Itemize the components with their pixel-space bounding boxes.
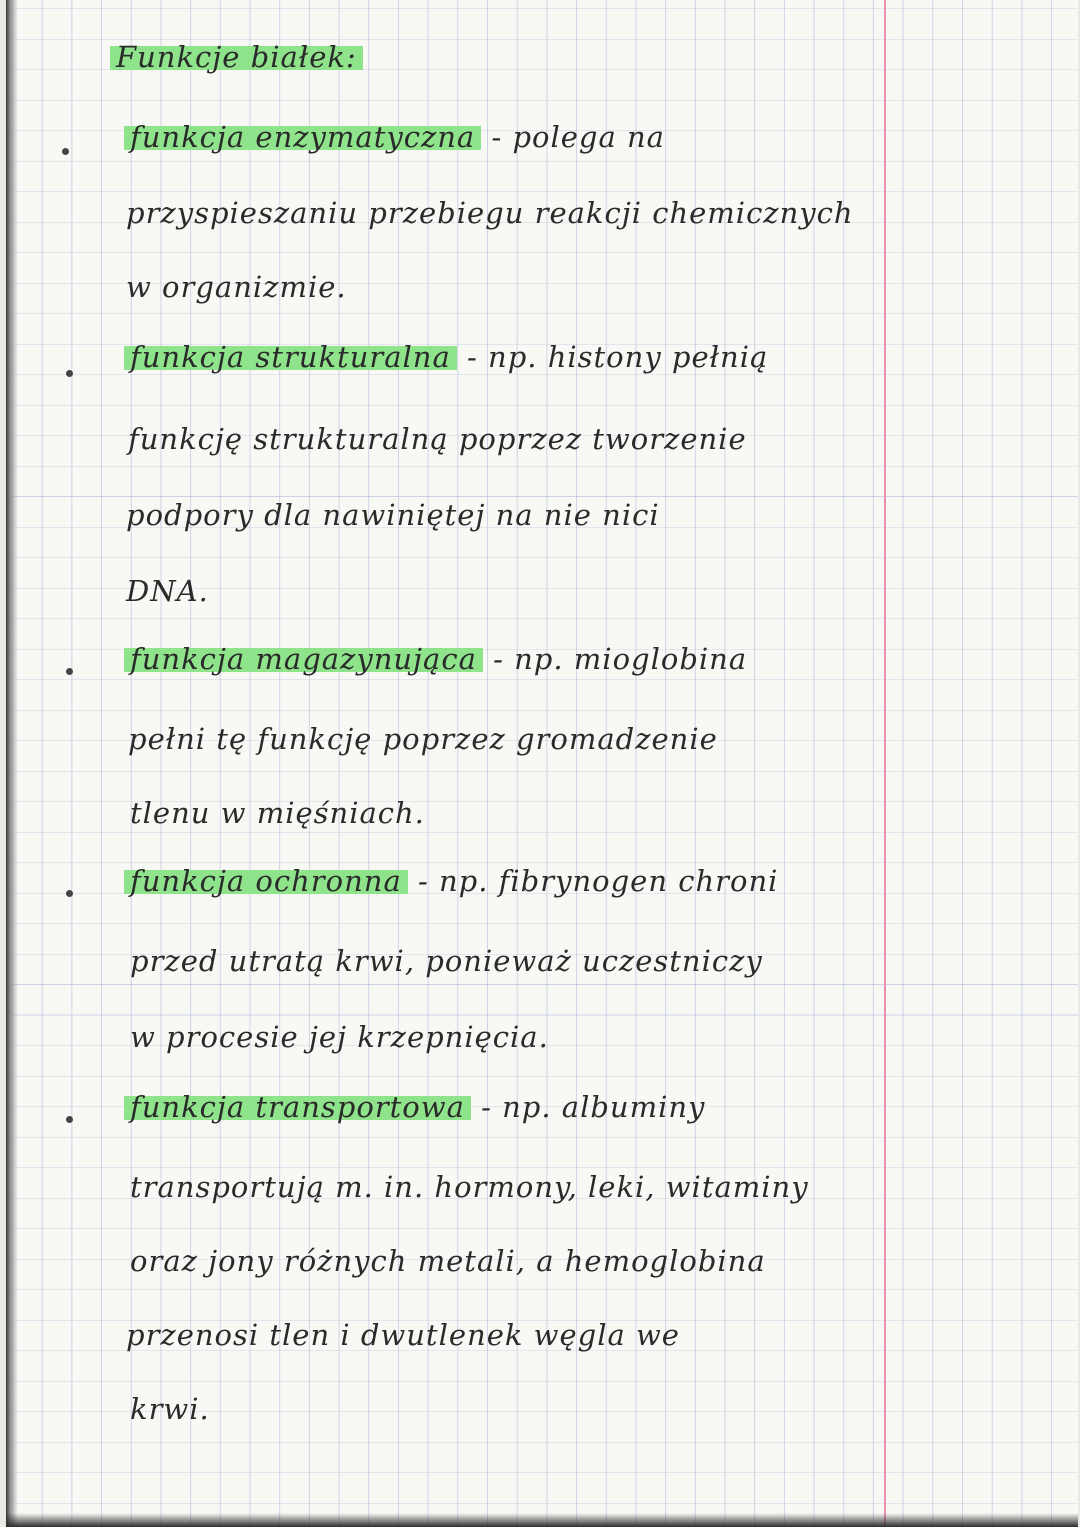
item-5-line-2: transportują m. in. hormony, leki, witaminy: [130, 1170, 809, 1204]
bullet-icon: [66, 370, 73, 377]
item-1-line-3: w organizmie.: [126, 270, 347, 304]
item-2-first-line: [124, 340, 768, 374]
item-1-term: funkcja enzymatyczna: [124, 120, 481, 154]
margin-line: [884, 0, 886, 1527]
bullet-icon: [66, 1116, 73, 1123]
item-2-term: funkcja strukturalna: [124, 340, 457, 374]
bullet-icon: [62, 148, 69, 155]
bullet-icon: [66, 890, 73, 897]
item-3-line-1: - np. mioglobina: [493, 642, 748, 676]
item-4-line-1: - np. fibrynogen chroni: [417, 864, 779, 898]
item-3-line-3: tlenu w mięśniach.: [130, 796, 425, 830]
item-3-first-line: [124, 642, 747, 676]
item-1-line-2: przyspieszaniu przebiegu reakcji chemicznych: [126, 196, 854, 230]
item-5-first-line: [124, 1090, 705, 1124]
item-2-line-1: - np. histony pełnią: [467, 340, 769, 374]
item-5-line-5: krwi.: [130, 1392, 210, 1426]
page-shadow-bottom: [6, 1513, 1078, 1527]
page-title: Funkcje białek:: [110, 40, 363, 74]
item-4-first-line: [124, 864, 778, 898]
item-3-term: funkcja magazynująca: [124, 642, 483, 676]
item-2-line-2: funkcję strukturalną poprzez tworzenie: [128, 422, 747, 456]
item-5-term: funkcja transportowa: [124, 1090, 471, 1124]
item-1-first-line: [124, 120, 665, 154]
item-2-line-4: DNA.: [126, 574, 209, 608]
notebook-page: [6, 0, 1078, 1527]
item-5-line-4: przenosi tlen i dwutlenek węgla we: [126, 1318, 680, 1352]
item-4-line-2: przed utratą krwi, ponieważ uczestniczy: [130, 944, 763, 978]
item-3-line-2: pełni tę funkcję poprzez gromadzenie: [128, 722, 718, 756]
page-shadow-left: [6, 0, 18, 1527]
item-1-line-1: - polega na: [491, 120, 665, 154]
item-2-line-3: podpory dla nawiniętej na nie nici: [126, 498, 660, 532]
item-4-term: funkcja ochronna: [124, 864, 408, 898]
item-5-line-1: - np. albuminy: [481, 1090, 706, 1124]
item-4-line-3: w procesie jej krzepnięcia.: [130, 1020, 549, 1054]
bullet-icon: [66, 668, 73, 675]
item-5-line-3: oraz jony różnych metali, a hemoglobina: [130, 1244, 766, 1278]
